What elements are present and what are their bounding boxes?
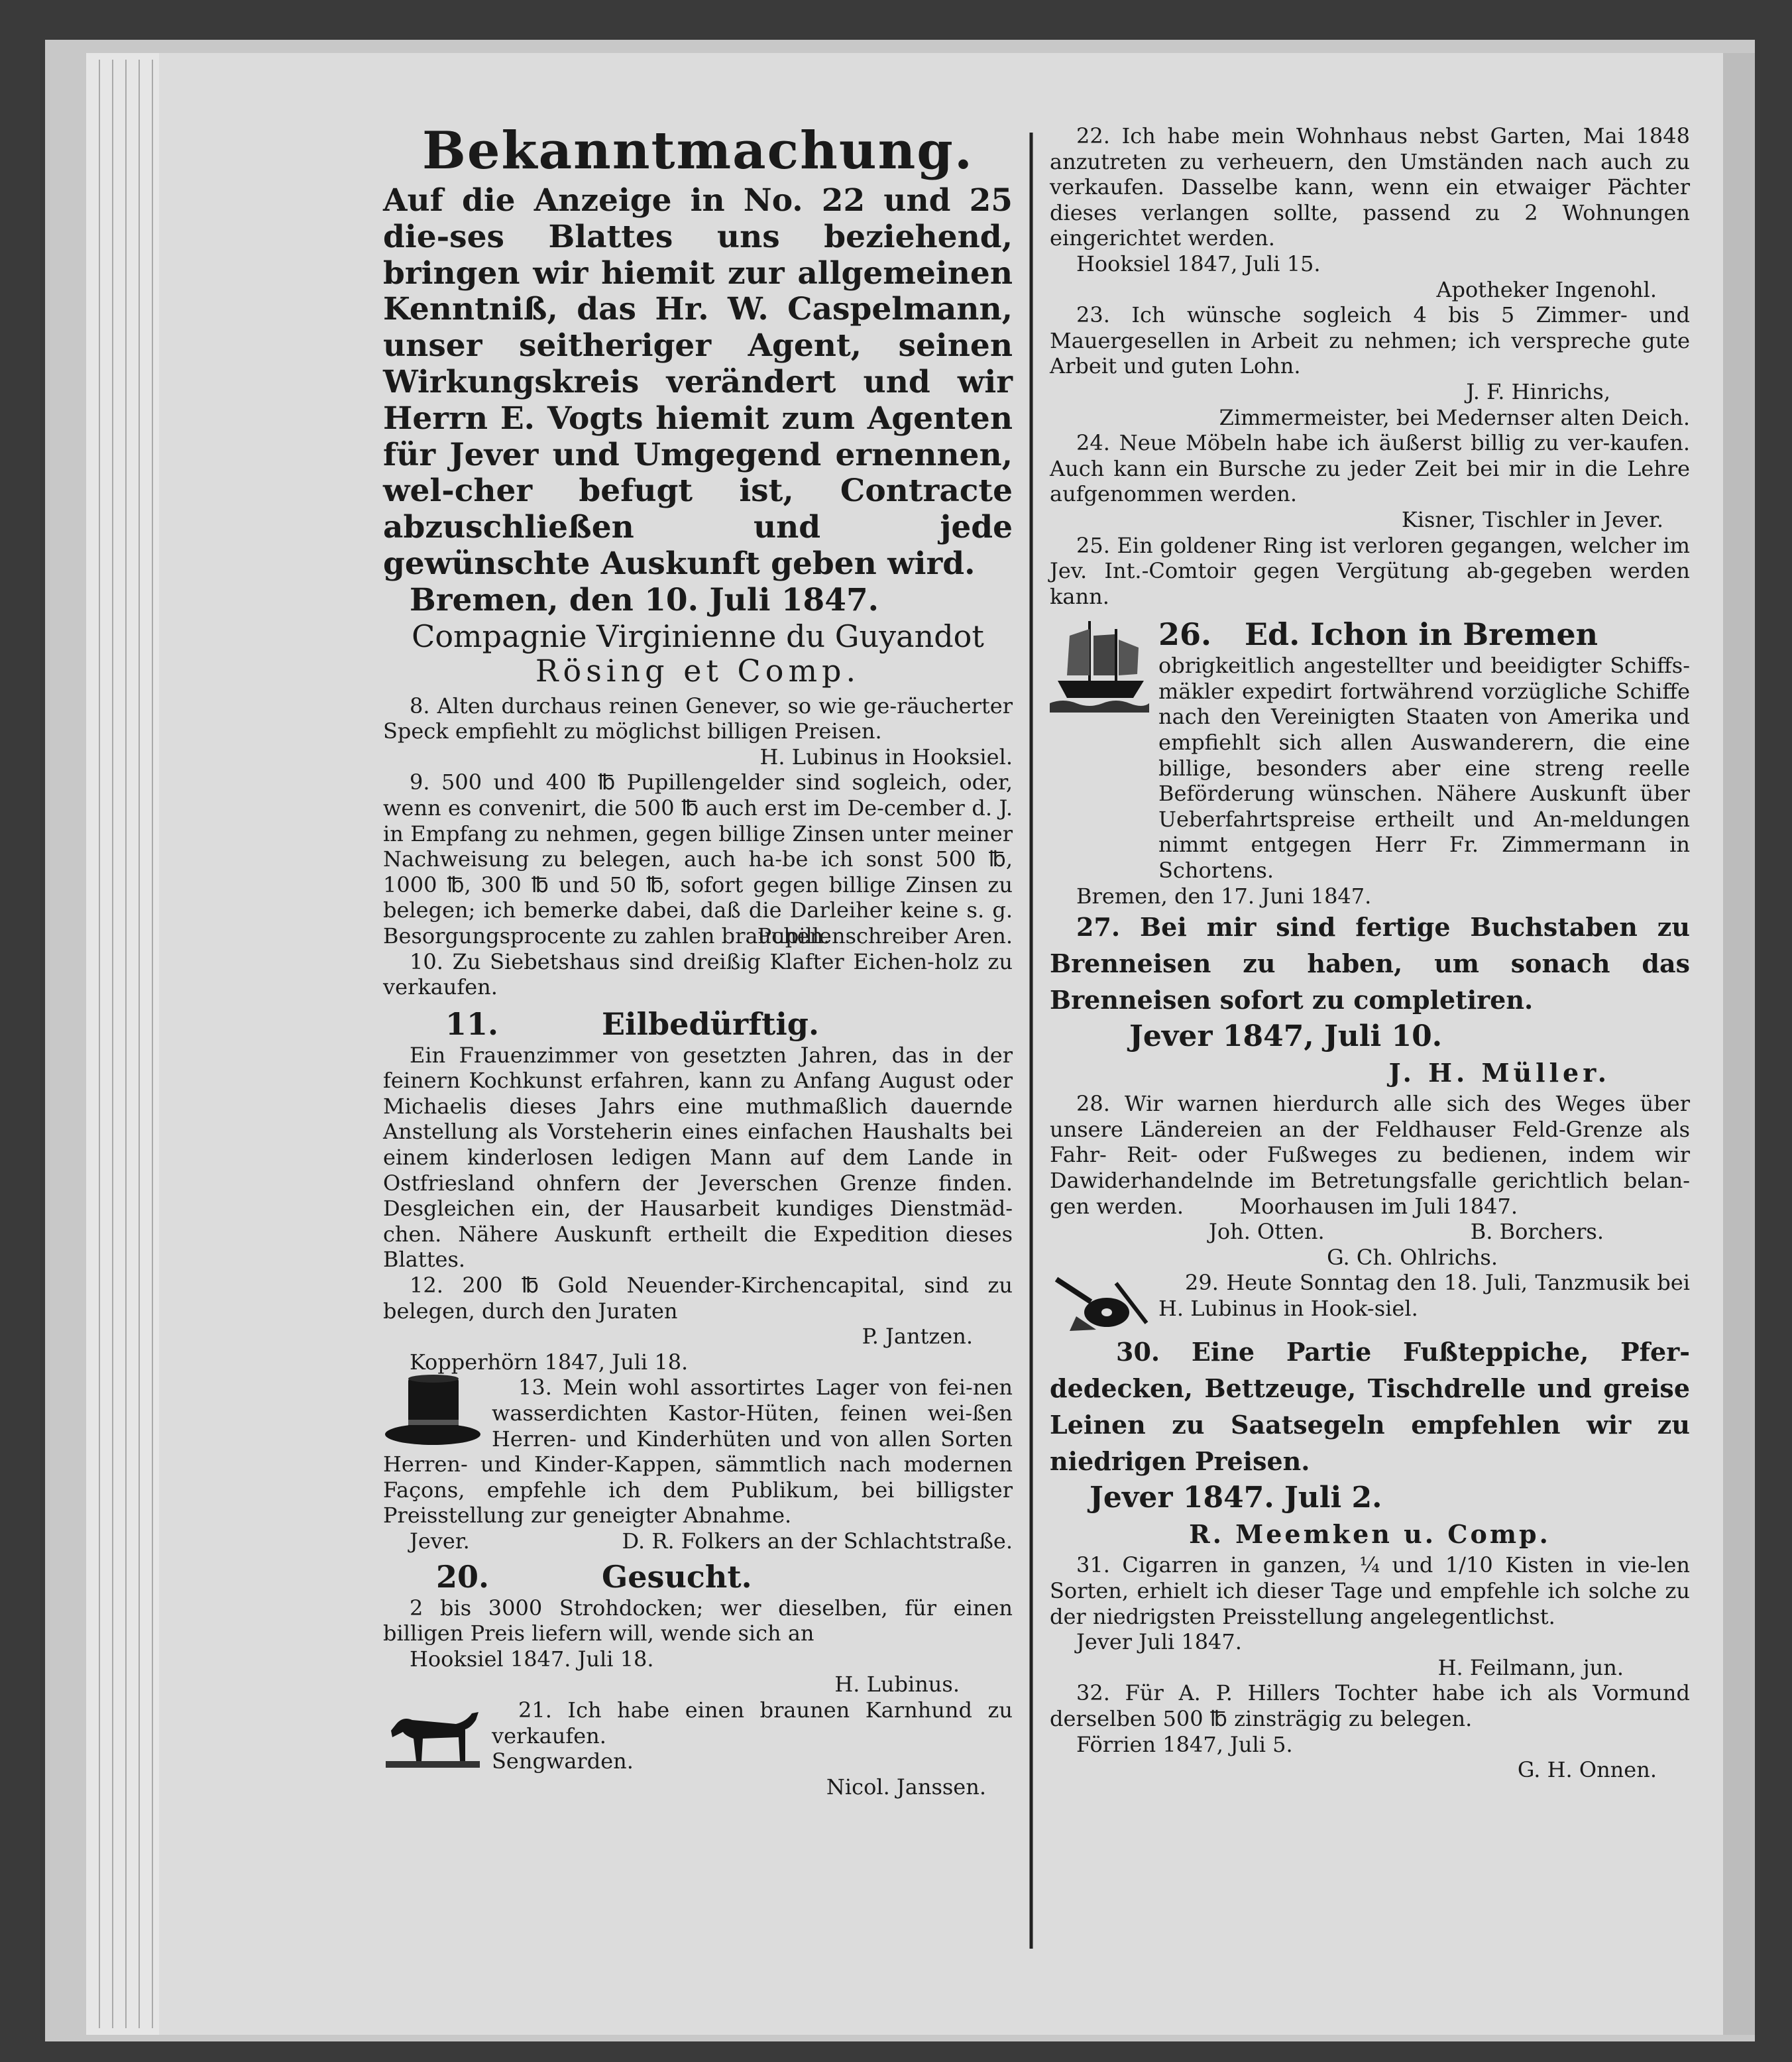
- ad-26-block: [1050, 616, 1690, 883]
- ad-22-place: Hooksiel 1847, Juli 15.: [1076, 251, 1321, 276]
- ad-11: Ein Frauenzimmer von gesetzten Jahren, das in der feinern Kochkunst erfahren, kann zu Anfang August oder Michaelis dieses Jahrs eine muthmaßlich dauernde Anstellung als Vorsteherin eines einfachen Haushalts bei einem kinderlosen ledigen Mann auf dem Lande in Ostfriesland ohnfern der Jeverschen Grenze finden. Desgleichen ein, der Hausarbeit kundiges Dienstmäd-chen. Nähere Auskunft ertheilt die Expedition dieses Blattes.: [383, 1042, 1013, 1273]
- ad-27: 27. Bei mir sind fertige Buchstaben zu Brenneisen zu haben, um sonach das Brenneisen sofort zu completiren.: [1050, 912, 1690, 1015]
- announcement-date: Bremen, den 10. Juli 1847.: [410, 581, 879, 618]
- ad-20: 2 bis 3000 Strohdocken; wer dieselben, für einen billigen Preis liefern will, wende sich an: [383, 1595, 1013, 1646]
- ad-8-signature: H. Lubinus in Hooksiel.: [759, 744, 1013, 770]
- ad-31-signature: H. Feilmann, jun.: [1437, 1654, 1624, 1680]
- left-column: [383, 119, 1013, 1800]
- ad-28-signature-2: B. Borchers.: [1470, 1219, 1604, 1245]
- ad-22: 22. Ich habe mein Wohnhaus nebst Garten, Mai 1848 anzutreten zu verheuern, den Umständen nach auch zu verkaufen. Dasselbe kann, wenn ein etwaiger Pächter dieses verlangen sollte, passend zu 2 Wohnungen eingerichtet werden.: [1050, 123, 1690, 251]
- ad-26: obrigkeitlich angestellter und beeidigter Schiffs-mäkler expedirt fortwährend vorzügliche Schiffe nach den Vereinigten Staaten von Amerika und empfiehlt sich allen Auswanderern, die eine billige, besonders aber eine streng reelle Beförderung wünschen. Nähere Auskunft über Ueberfahrtspreise ertheilt und An-meldungen nimmt entgegen Herr Fr. Zimmermann in Schortens.: [1158, 653, 1690, 884]
- ad-26-name: Ed. Ichon in Bremen: [1245, 616, 1598, 653]
- ad-13-signature: D. R. Folkers an der Schlachtstraße.: [622, 1528, 1013, 1554]
- ad-13-block: [383, 1375, 1013, 1528]
- ad-20-heading: [383, 1558, 1013, 1595]
- ad-8: 8. Alten durchaus reinen Genever, so wie ge-räucherter Speck empfiehlt zu möglichst billigen Preisen.: [383, 693, 1013, 744]
- ad-21: 21. Ich habe einen braunen Karnhund zu verkaufen.: [492, 1697, 1013, 1748]
- ad-13: 13. Mein wohl assortirtes Lager von fei-nen wasserdichten Kastor-Hüten, feinen wei-ßen Herren- und Kinderhüten und von allen Sorten Herren- und Kinder-Kappen, sämmtlich nach modernen Façons, empfehle ich dem Publikum, bei billigster Preisstellung zur geneigter Abnahme.: [383, 1375, 1013, 1528]
- ad-23: 23. Ich wünsche sogleich 4 bis 5 Zimmer- und Mauergesellen in Arbeit zu nehmen; ich verspreche gute Arbeit und guten Lohn.: [1050, 302, 1690, 379]
- ad-12: 12. 200 ℔ Gold Neuender-Kirchencapital, sind zu belegen, durch den Juraten: [383, 1273, 1013, 1324]
- guitar-icon: [1050, 1270, 1149, 1334]
- ad-27-signature: J. H. Müller.: [1388, 1058, 1610, 1088]
- ad-12-place: Kopperhörn 1847, Juli 18.: [410, 1349, 689, 1375]
- ad-12-signature: P. Jantzen.: [862, 1324, 973, 1349]
- right-column: [1050, 123, 1690, 1783]
- ad-22-signature: Apotheker Ingenohl.: [1436, 276, 1657, 302]
- ad-20-place: Hooksiel 1847. Juli 18.: [410, 1646, 654, 1672]
- company-name-2: Rösing et Comp.: [535, 652, 861, 689]
- ad-20-signature: H. Lubinus.: [834, 1672, 960, 1697]
- ad-13-footer: [383, 1528, 1013, 1554]
- page-edges: [86, 53, 159, 2035]
- ad-9-signature: Pupillenschreiber Aren.: [757, 923, 1013, 948]
- ad-30-signature: R. Meemken u. Comp.: [1189, 1519, 1551, 1550]
- ad-23-signature-2: Zimmermeister, bei Medernser alten Deich.: [1219, 404, 1690, 430]
- ad-13-place: Jever.: [410, 1528, 470, 1554]
- ad-23-signature-1: J. F. Hinrichs,: [1466, 378, 1610, 404]
- ad-11-heading: [383, 1005, 1013, 1043]
- ad-28: 28. Wir warnen hierdurch alle sich des Weges über unsere Ländereien an der Feldhauser Feld-Grenze als Fahr- Reit- oder Fußweges zu bedienen, indem wir Dawiderhandelnde im Betretungsfalle gerichtlich belan-gen werden.: [1050, 1091, 1690, 1219]
- ad-21-block: [383, 1697, 1013, 1774]
- ad-20-number: 20.: [436, 1558, 490, 1595]
- hat-icon: [383, 1375, 482, 1449]
- ad-28-signature-3: G. Ch. Ohlrichs.: [1327, 1244, 1498, 1270]
- ad-26-date: Bremen, den 17. Juni 1847.: [1076, 883, 1372, 909]
- ad-32-signature: G. H. Onnen.: [1517, 1757, 1657, 1783]
- ad-28-signature-1: Joh. Otten.: [1209, 1219, 1325, 1245]
- ad-20-title: Gesucht.: [602, 1558, 752, 1595]
- ad-9: 9. 500 und 400 ℔ Pupillengelder sind sogleich, oder, wenn es convenirt, die 500 ℔ auch erst im De-cember d. J. in Empfang zu nehmen, gegen billige Zinsen unter meiner Nachweisung zu belegen, auch ha-be ich sonst 500 ℔, 1000 ℔, 300 ℔ und 50 ℔, sofort gegen billige Zinsen zu belegen; ich bemerke dabei, daß die Darleiher keine s. g. Besorgungsprocente zu zahlen brauchen.: [383, 770, 1013, 948]
- ad-26-text: [1158, 616, 1690, 883]
- ship-icon: [1050, 616, 1149, 715]
- ad-29-block: [1050, 1270, 1690, 1334]
- dog-icon: [383, 1697, 482, 1772]
- ad-28-place: Moorhausen im Juli 1847.: [1239, 1193, 1518, 1219]
- ad-11-number: 11.: [445, 1005, 499, 1042]
- ad-29: 29. Heute Sonntag den 18. Juli, Tanzmusik bei H. Lubinus in Hook-siel.: [1158, 1270, 1690, 1321]
- ad-31-place: Jever Juli 1847.: [1076, 1629, 1242, 1655]
- ad-30-place: Jever 1847. Juli 2.: [1090, 1481, 1382, 1515]
- company-name: Compagnie Virginienne du Guyandot: [412, 618, 984, 654]
- ad-28-signatures-row: [1050, 1219, 1690, 1245]
- announcement-text: Auf die Anzeige in No. 22 und 25 die-ses Blattes uns beziehend, bringen wir hiemit zur allgemeinen Kenntniß, das Hr. W. Caspelmann, unser seitheriger Agent, seinen Wirkungskreis verändert und wir Herrn E. Vogts hiemit zum Agenten für Jever und Umgegend ernennen, wel-cher befugt ist, Contracte abzuschließen und jede gewünschte Auskunft geben wird.: [383, 182, 1013, 582]
- ad-31: 31. Cigarren in ganzen, ¼ und 1/10 Kisten in vie-len Sorten, erhielt ich dieser Tage und empfehle ich solche zu der niedrigsten Preisstellung angelegentlichst.: [1050, 1552, 1690, 1629]
- announcement-title: Bekanntmachung.: [422, 121, 974, 181]
- ad-26-heading: [1158, 616, 1690, 653]
- ad-32-place: Förrien 1847, Juli 5.: [1076, 1731, 1293, 1757]
- page-right-edge: [1723, 53, 1755, 2035]
- ad-25: 25. Ein goldener Ring ist verloren gegangen, welcher im Jev. Int.-Comtoir gegen Vergütung ab-gegeben werden kann.: [1050, 532, 1690, 609]
- ad-24-signature: Kisner, Tischler in Jever.: [1401, 506, 1663, 532]
- ad-24: 24. Neue Möbeln habe ich äußerst billig zu ver-kaufen. Auch kann ein Bursche zu jeder Zeit bei mir in die Lehre aufgenommen werden.: [1050, 430, 1690, 507]
- ad-30: 30. Eine Partie Fußteppiche, Pfer-dedecken, Bettzeuge, Tischdrelle und greise Leinen zu Saatsegeln empfehlen wir zu niedrigen Preisen.: [1050, 1337, 1690, 1477]
- ad-32: 32. Für A. P. Hillers Tochter habe ich als Vormund derselben 500 ℔ zinsträgig zu belegen.: [1050, 1680, 1690, 1731]
- ad-27-place: Jever 1847, Juli 10.: [1129, 1019, 1443, 1054]
- ad-26-number: 26.: [1158, 616, 1212, 653]
- ad-21-place: Sengwarden.: [492, 1748, 634, 1774]
- ad-21-signature: Nicol. Janssen.: [826, 1774, 986, 1800]
- ad-10: 10. Zu Siebetshaus sind dreißig Klafter Eichen-holz zu verkaufen.: [383, 948, 1013, 1000]
- ad-11-title: Eilbedürftig.: [602, 1005, 819, 1042]
